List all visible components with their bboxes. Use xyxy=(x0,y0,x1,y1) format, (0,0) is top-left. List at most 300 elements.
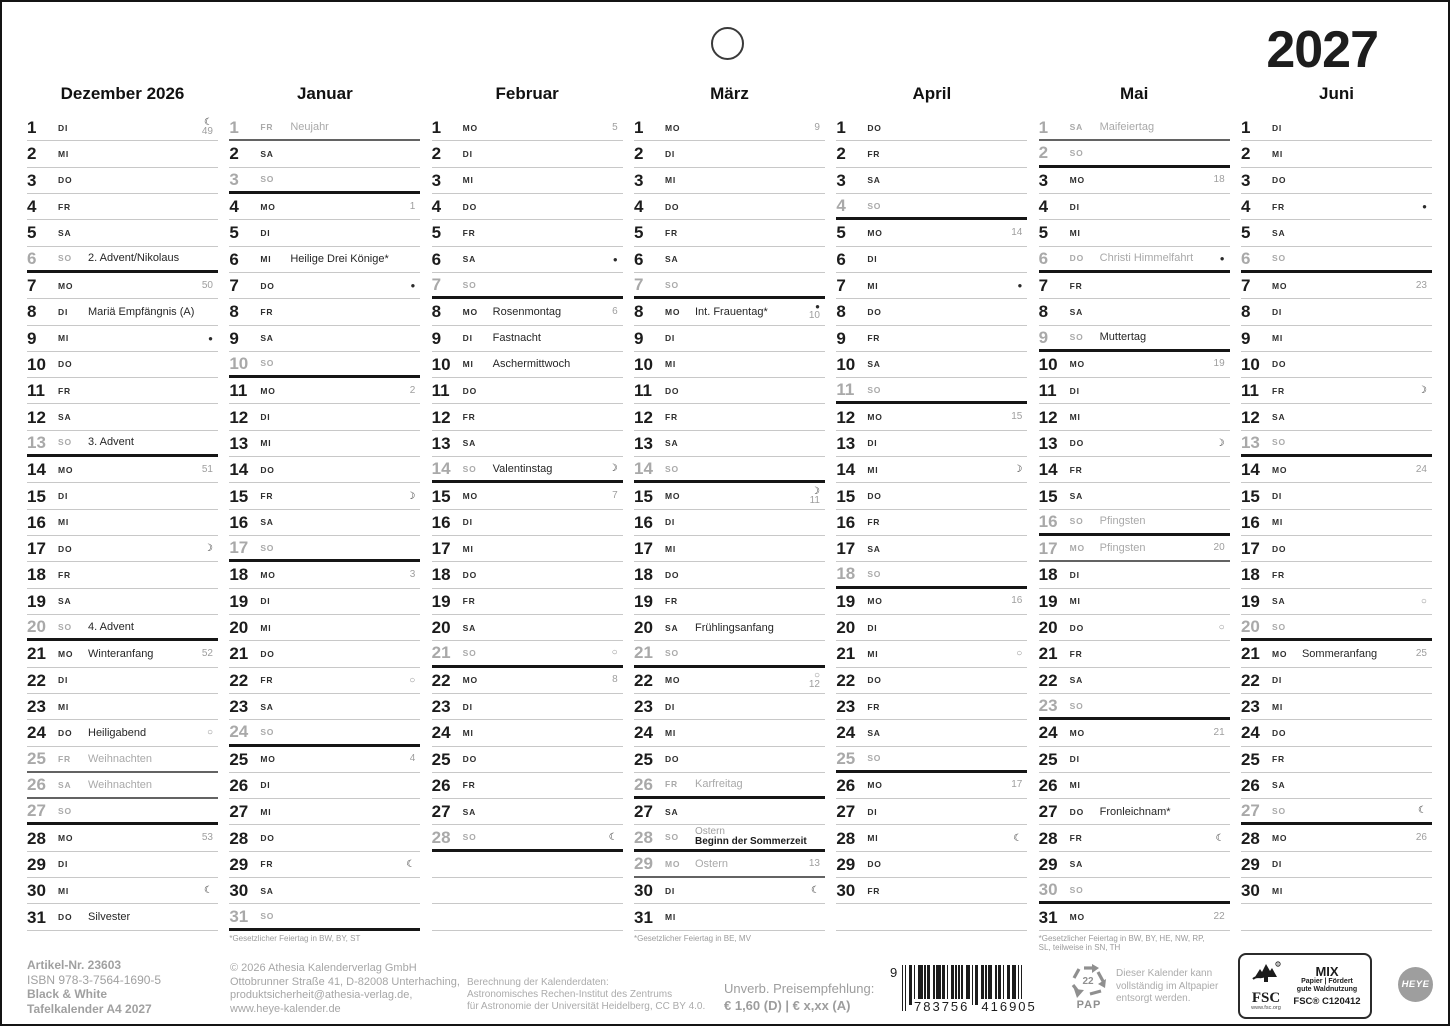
day-meta xyxy=(410,194,416,219)
weekday-abbr: SO xyxy=(867,384,882,395)
day-row xyxy=(836,562,1027,588)
day-number: 3 xyxy=(836,170,846,190)
weekday-abbr: MI xyxy=(260,806,272,817)
day-row xyxy=(27,378,218,404)
day-number: 18 xyxy=(1240,565,1260,585)
day-row xyxy=(229,615,420,641)
day-number: 10 xyxy=(633,354,653,374)
weekday-abbr: DI xyxy=(1271,122,1283,133)
day-row xyxy=(1039,483,1230,509)
day-number: 20 xyxy=(1038,618,1058,638)
weekday-abbr: MI xyxy=(1271,148,1284,159)
day-number: 27 xyxy=(27,801,46,821)
day-row xyxy=(1241,510,1432,536)
weekday-abbr: MI xyxy=(1069,412,1081,423)
day-number: 13 xyxy=(27,432,46,452)
day-row xyxy=(634,825,825,851)
day-event-label: 2. Advent/Nikolaus xyxy=(88,252,180,265)
day-number: 1 xyxy=(1240,118,1251,138)
day-row xyxy=(1039,825,1230,851)
weekday-abbr: DO xyxy=(1271,175,1287,186)
weekday-abbr: DO xyxy=(664,754,680,765)
weekday-abbr: SA xyxy=(58,227,72,238)
day-number: 18 xyxy=(836,564,856,584)
day-number: 13 xyxy=(1240,432,1260,452)
day-row xyxy=(634,141,825,167)
day-number: 2 xyxy=(836,144,846,164)
week-number: 22 xyxy=(1213,911,1225,923)
week-number: 10 xyxy=(808,310,820,322)
weekday-abbr: SO xyxy=(867,568,882,579)
weekday-abbr: FR xyxy=(1271,569,1285,580)
day-row xyxy=(432,220,623,246)
weekday-abbr: MO xyxy=(664,491,681,502)
recycle-triangle-icon xyxy=(1068,964,1108,998)
day-row xyxy=(634,720,825,746)
weekday-abbr: DO xyxy=(462,754,478,765)
product-title: Black & White xyxy=(27,987,108,1001)
weekday-abbr: DO xyxy=(664,569,680,580)
weekday-abbr: DO xyxy=(462,385,478,396)
weekday-abbr: MI xyxy=(462,359,474,370)
day-number: 17 xyxy=(1240,539,1260,559)
day-number: 30 xyxy=(1240,881,1260,901)
barcode-digits xyxy=(890,965,1037,1014)
day-row xyxy=(1241,431,1432,457)
weekday-abbr: MI xyxy=(664,912,677,923)
month-title: März xyxy=(710,84,749,103)
weekday-abbr: FR xyxy=(260,491,274,502)
day-number: 4 xyxy=(836,196,846,216)
moon-phase-icon: ☾ xyxy=(204,885,213,897)
day-row xyxy=(432,668,623,694)
day-row xyxy=(634,773,825,799)
weekday-abbr: SO xyxy=(664,279,679,290)
day-row xyxy=(634,404,825,430)
day-number: 11 xyxy=(229,381,248,401)
day-row xyxy=(229,536,420,562)
week-number: 51 xyxy=(201,463,213,475)
day-meta xyxy=(410,378,416,403)
weekday-abbr: MO xyxy=(260,385,276,396)
weekday-abbr: FR xyxy=(664,779,678,790)
day-number: 12 xyxy=(27,407,46,427)
day-number: 25 xyxy=(27,749,46,769)
moon-phase-icon: ☾ xyxy=(1215,832,1225,844)
weekday-abbr: FR xyxy=(58,201,71,212)
day-row xyxy=(1039,273,1230,299)
weekday-abbr: SA xyxy=(260,333,274,344)
day-row xyxy=(229,747,420,773)
weekday-abbr: DI xyxy=(1271,491,1283,502)
weekday-abbr: DO xyxy=(1271,543,1287,554)
day-row xyxy=(1241,615,1432,641)
weekday-abbr: DI xyxy=(664,148,676,159)
day-row xyxy=(229,326,420,352)
weekday-abbr: MI xyxy=(1069,780,1081,791)
day-row xyxy=(1241,668,1432,694)
weekday-abbr: SO xyxy=(1069,700,1084,711)
day-number: 10 xyxy=(1038,354,1058,374)
moon-phase-icon: ○ xyxy=(206,727,213,739)
weekday-abbr: DI xyxy=(462,701,473,712)
week-number: 25 xyxy=(1415,647,1427,659)
day-number: 5 xyxy=(1038,223,1049,243)
day-number: 19 xyxy=(229,591,249,611)
week-number: 15 xyxy=(1011,411,1023,423)
day-number: 27 xyxy=(836,802,856,822)
day-row xyxy=(1039,141,1230,167)
weekday-abbr: FR xyxy=(462,780,476,791)
weekday-abbr: SA xyxy=(462,622,477,633)
weekday-abbr: DO xyxy=(867,675,882,686)
moon-phase-icon: ☾ xyxy=(608,831,618,843)
weekday-abbr: MO xyxy=(664,858,681,869)
day-number: 16 xyxy=(229,512,249,532)
weekday-abbr: DI xyxy=(867,254,878,265)
weekday-abbr: MI xyxy=(867,648,879,659)
day-row xyxy=(836,483,1027,509)
weekday-abbr: SO xyxy=(260,174,275,185)
day-row xyxy=(634,168,825,194)
day-event-label: Silvester xyxy=(88,911,131,924)
week-number: 19 xyxy=(1213,358,1225,370)
day-row xyxy=(1241,326,1432,352)
week-number: 8 xyxy=(612,674,618,686)
day-number: 17 xyxy=(27,539,46,559)
day-number: 8 xyxy=(27,302,37,322)
moon-phase-icon: ☽ xyxy=(608,463,618,475)
fsc-url: www.fsc.org xyxy=(1251,1005,1281,1011)
day-row xyxy=(1039,562,1230,588)
moon-phase-icon: ☽ xyxy=(811,485,820,497)
weekday-abbr: FR xyxy=(462,227,476,238)
day-meta xyxy=(1016,641,1022,666)
day-row xyxy=(634,641,825,667)
day-number: 5 xyxy=(27,223,37,243)
weekday-abbr: MO xyxy=(1069,727,1085,738)
weekday-abbr: FR xyxy=(1069,648,1083,659)
month-column xyxy=(1241,84,1432,931)
day-number: 30 xyxy=(1038,880,1058,900)
day-number: 29 xyxy=(27,854,46,874)
day-meta xyxy=(1220,247,1225,270)
moon-phase-icon: ○ xyxy=(611,647,618,659)
day-number: 19 xyxy=(633,591,653,611)
day-number: 30 xyxy=(633,881,653,901)
weekday-abbr: MI xyxy=(462,175,474,186)
day-number: 20 xyxy=(1240,617,1260,637)
day-event-label: Frühlingsanfang xyxy=(694,621,774,634)
week-number: 26 xyxy=(1415,832,1427,844)
day-row xyxy=(836,431,1027,457)
day-number: 31 xyxy=(27,907,46,927)
day-row xyxy=(27,115,218,141)
day-number: 6 xyxy=(229,249,239,269)
moon-phase-icon: ○ xyxy=(813,669,820,681)
product-info-block xyxy=(27,958,161,1016)
day-number: 21 xyxy=(27,644,46,664)
day-event-label: Christi Himmelfahrt xyxy=(1099,252,1194,265)
weekday-abbr: DI xyxy=(1271,859,1283,870)
weekday-abbr: MO xyxy=(462,306,478,317)
weekday-abbr: DI xyxy=(58,122,69,133)
weekday-abbr: MO xyxy=(58,833,74,844)
day-number: 11 xyxy=(431,381,450,401)
weekday-abbr: MI xyxy=(664,175,677,186)
month-title: Juni xyxy=(1318,84,1354,103)
day-row xyxy=(634,378,825,404)
publisher-block xyxy=(230,962,460,1016)
weekday-abbr: SA xyxy=(58,596,72,607)
day-meta xyxy=(204,536,213,561)
weekday-abbr: FR xyxy=(58,385,71,396)
weekday-abbr: DI xyxy=(260,227,271,238)
day-number: 29 xyxy=(229,854,249,874)
day-number: 19 xyxy=(1240,591,1260,611)
empty-row xyxy=(432,904,623,930)
day-meta xyxy=(1219,615,1225,640)
weekday-abbr: SO xyxy=(867,200,882,211)
day-row xyxy=(634,220,825,246)
weekday-abbr: FR xyxy=(867,333,881,344)
weekday-abbr: DO xyxy=(58,727,73,738)
day-row xyxy=(1039,720,1230,746)
day-number: 6 xyxy=(836,249,846,269)
week-number: 6 xyxy=(612,305,618,317)
weekday-abbr: DO xyxy=(664,201,680,212)
day-number: 19 xyxy=(431,591,451,611)
day-row xyxy=(634,668,825,694)
credit-line: Berechnung der Kalenderdaten: xyxy=(467,977,609,988)
day-number: 27 xyxy=(1240,801,1260,821)
day-number: 28 xyxy=(27,828,46,848)
day-number: 17 xyxy=(229,538,249,558)
day-number: 9 xyxy=(1038,327,1049,347)
weekday-abbr: MI xyxy=(462,543,474,554)
weekday-abbr: MO xyxy=(1271,833,1288,844)
fsc-description xyxy=(1288,978,1366,994)
day-row xyxy=(1241,562,1432,588)
day-event-label: Aschermittwoch xyxy=(492,358,571,371)
weekday-abbr: FR xyxy=(1069,280,1083,291)
day-row xyxy=(229,825,420,851)
weekday-abbr: FR xyxy=(1271,754,1285,765)
weekday-abbr: DI xyxy=(664,517,676,528)
price-block xyxy=(724,980,874,1014)
weekday-abbr: FR xyxy=(260,675,274,686)
day-row xyxy=(27,562,218,588)
day-row xyxy=(1241,589,1432,615)
weekday-abbr: MI xyxy=(664,543,677,554)
day-number: 20 xyxy=(229,618,249,638)
weekday-abbr: MI xyxy=(1069,227,1081,238)
day-row xyxy=(1039,799,1230,825)
day-number: 15 xyxy=(633,486,653,506)
day-number: 2 xyxy=(229,144,239,164)
day-number: 7 xyxy=(836,276,846,296)
day-number: 7 xyxy=(1038,276,1049,296)
day-row xyxy=(432,378,623,404)
day-event-label: Weihnachten xyxy=(88,778,153,791)
weekday-abbr: DI xyxy=(867,438,878,449)
weekday-abbr: MI xyxy=(58,148,70,159)
weekday-abbr: DO xyxy=(58,543,73,554)
day-row xyxy=(836,668,1027,694)
weekday-abbr: DO xyxy=(1069,806,1084,817)
moon-phase-icon: ☾ xyxy=(1013,832,1023,844)
day-number: 2 xyxy=(1038,143,1049,163)
weekday-abbr: SA xyxy=(867,727,881,738)
day-number: 8 xyxy=(1038,302,1049,322)
day-row xyxy=(432,773,623,799)
day-number: 28 xyxy=(1240,828,1260,848)
day-number: 20 xyxy=(633,618,653,638)
day-number: 8 xyxy=(836,302,846,322)
day-number: 13 xyxy=(229,433,249,453)
day-row xyxy=(1039,641,1230,667)
day-number: 28 xyxy=(1038,828,1058,848)
day-number: 9 xyxy=(1240,328,1251,348)
day-number: 21 xyxy=(633,643,653,663)
day-number: 13 xyxy=(1038,433,1058,453)
month-title: Februar xyxy=(495,84,559,103)
day-number: 27 xyxy=(633,802,653,822)
weekday-abbr: DO xyxy=(867,306,882,317)
day-meta xyxy=(1418,378,1427,403)
day-number: 18 xyxy=(633,565,653,585)
day-meta xyxy=(609,457,618,480)
weekday-abbr: DI xyxy=(867,806,878,817)
day-number: 3 xyxy=(633,170,644,190)
weekday-abbr: MO xyxy=(1069,359,1085,370)
moon-phase-icon: ● xyxy=(815,302,820,312)
svg-text:®: ® xyxy=(1276,962,1280,967)
weekday-abbr: SO xyxy=(1069,884,1084,895)
day-meta xyxy=(1011,589,1022,614)
day-row xyxy=(1039,168,1230,194)
weekday-abbr: SO xyxy=(462,832,477,843)
weekday-abbr: MO xyxy=(867,412,883,423)
day-row xyxy=(229,168,420,194)
day-number: 12 xyxy=(633,407,653,427)
weekday-abbr: FR xyxy=(260,122,274,133)
weekday-abbr: MO xyxy=(867,780,883,791)
weekday-abbr: DI xyxy=(260,412,271,423)
weekday-abbr: DI xyxy=(58,491,69,502)
day-meta xyxy=(1017,273,1022,298)
day-number: 7 xyxy=(27,276,37,296)
day-number: 10 xyxy=(27,354,46,374)
weekday-abbr: SO xyxy=(58,253,72,264)
day-row xyxy=(229,352,420,378)
weekday-abbr: DO xyxy=(260,464,275,475)
day-row xyxy=(634,589,825,615)
day-meta xyxy=(1214,904,1225,929)
day-number: 18 xyxy=(229,565,249,585)
weekday-abbr: MI xyxy=(867,280,879,291)
day-event-label: 4. Advent xyxy=(88,620,134,633)
day-meta xyxy=(612,641,618,664)
day-row xyxy=(229,720,420,746)
day-number: 26 xyxy=(431,775,451,795)
week-number: 18 xyxy=(1213,174,1225,186)
day-event-label: 3. Advent xyxy=(88,436,134,449)
day-row xyxy=(229,641,420,667)
day-row xyxy=(229,562,420,588)
day-number: 5 xyxy=(1240,223,1251,243)
day-number: 15 xyxy=(431,486,451,506)
day-row xyxy=(1039,352,1230,378)
day-row xyxy=(1039,694,1230,720)
day-number: 4 xyxy=(431,197,442,217)
day-number: 31 xyxy=(229,906,249,926)
day-row xyxy=(634,194,825,220)
day-row xyxy=(27,773,218,799)
day-row xyxy=(1241,141,1432,167)
day-number: 29 xyxy=(633,854,653,874)
week-number: 20 xyxy=(1213,542,1225,554)
day-row xyxy=(1039,247,1230,273)
day-row xyxy=(836,852,1027,878)
isbn: ISBN 978-3-7564-1690-5 xyxy=(27,972,162,987)
day-row xyxy=(836,247,1027,273)
day-number: 30 xyxy=(836,881,856,901)
weekday-abbr: DI xyxy=(260,780,271,791)
weekday-abbr: SA xyxy=(462,254,477,265)
weekday-abbr: SO xyxy=(1069,332,1084,343)
day-meta xyxy=(811,878,820,903)
month-title: Dezember 2026 xyxy=(60,84,185,103)
day-row xyxy=(1241,483,1432,509)
day-number: 20 xyxy=(27,617,46,637)
moon-phase-icon: ☽ xyxy=(204,543,213,555)
day-row xyxy=(27,194,218,220)
weekday-abbr: DI xyxy=(1069,385,1080,396)
barcode-digit-group: 783756 xyxy=(914,999,970,1014)
day-row xyxy=(432,352,623,378)
weekday-abbr: SO xyxy=(260,726,275,737)
day-row xyxy=(1241,220,1432,246)
moon-phase-icon: ☽ xyxy=(1013,464,1023,476)
credit-line: Astronomisches Rechen-Institut des Zentrums xyxy=(467,989,673,1000)
day-row xyxy=(1039,878,1230,904)
day-row xyxy=(27,589,218,615)
day-row xyxy=(836,641,1027,667)
day-number: 19 xyxy=(836,591,856,611)
weekday-abbr: SA xyxy=(664,254,679,265)
weekday-abbr: SA xyxy=(58,412,72,423)
weekday-abbr: DI xyxy=(1069,201,1080,212)
weekday-abbr: SO xyxy=(58,805,72,816)
weekday-abbr: SA xyxy=(260,885,274,896)
weekday-abbr: MO xyxy=(867,596,883,607)
day-number: 3 xyxy=(431,170,442,190)
day-row xyxy=(1039,773,1230,799)
day-meta xyxy=(204,878,213,903)
day-row xyxy=(27,641,218,667)
weekday-abbr: MI xyxy=(58,333,70,344)
day-row xyxy=(432,747,623,773)
day-meta xyxy=(1418,799,1427,822)
day-number: 23 xyxy=(633,697,653,717)
day-number: 4 xyxy=(633,197,644,217)
weekday-abbr: MI xyxy=(260,254,272,265)
weekday-abbr: SA xyxy=(260,148,274,159)
month-title: Mai xyxy=(1119,84,1149,103)
day-number: 21 xyxy=(1240,644,1260,664)
day-number: 2 xyxy=(431,144,442,164)
